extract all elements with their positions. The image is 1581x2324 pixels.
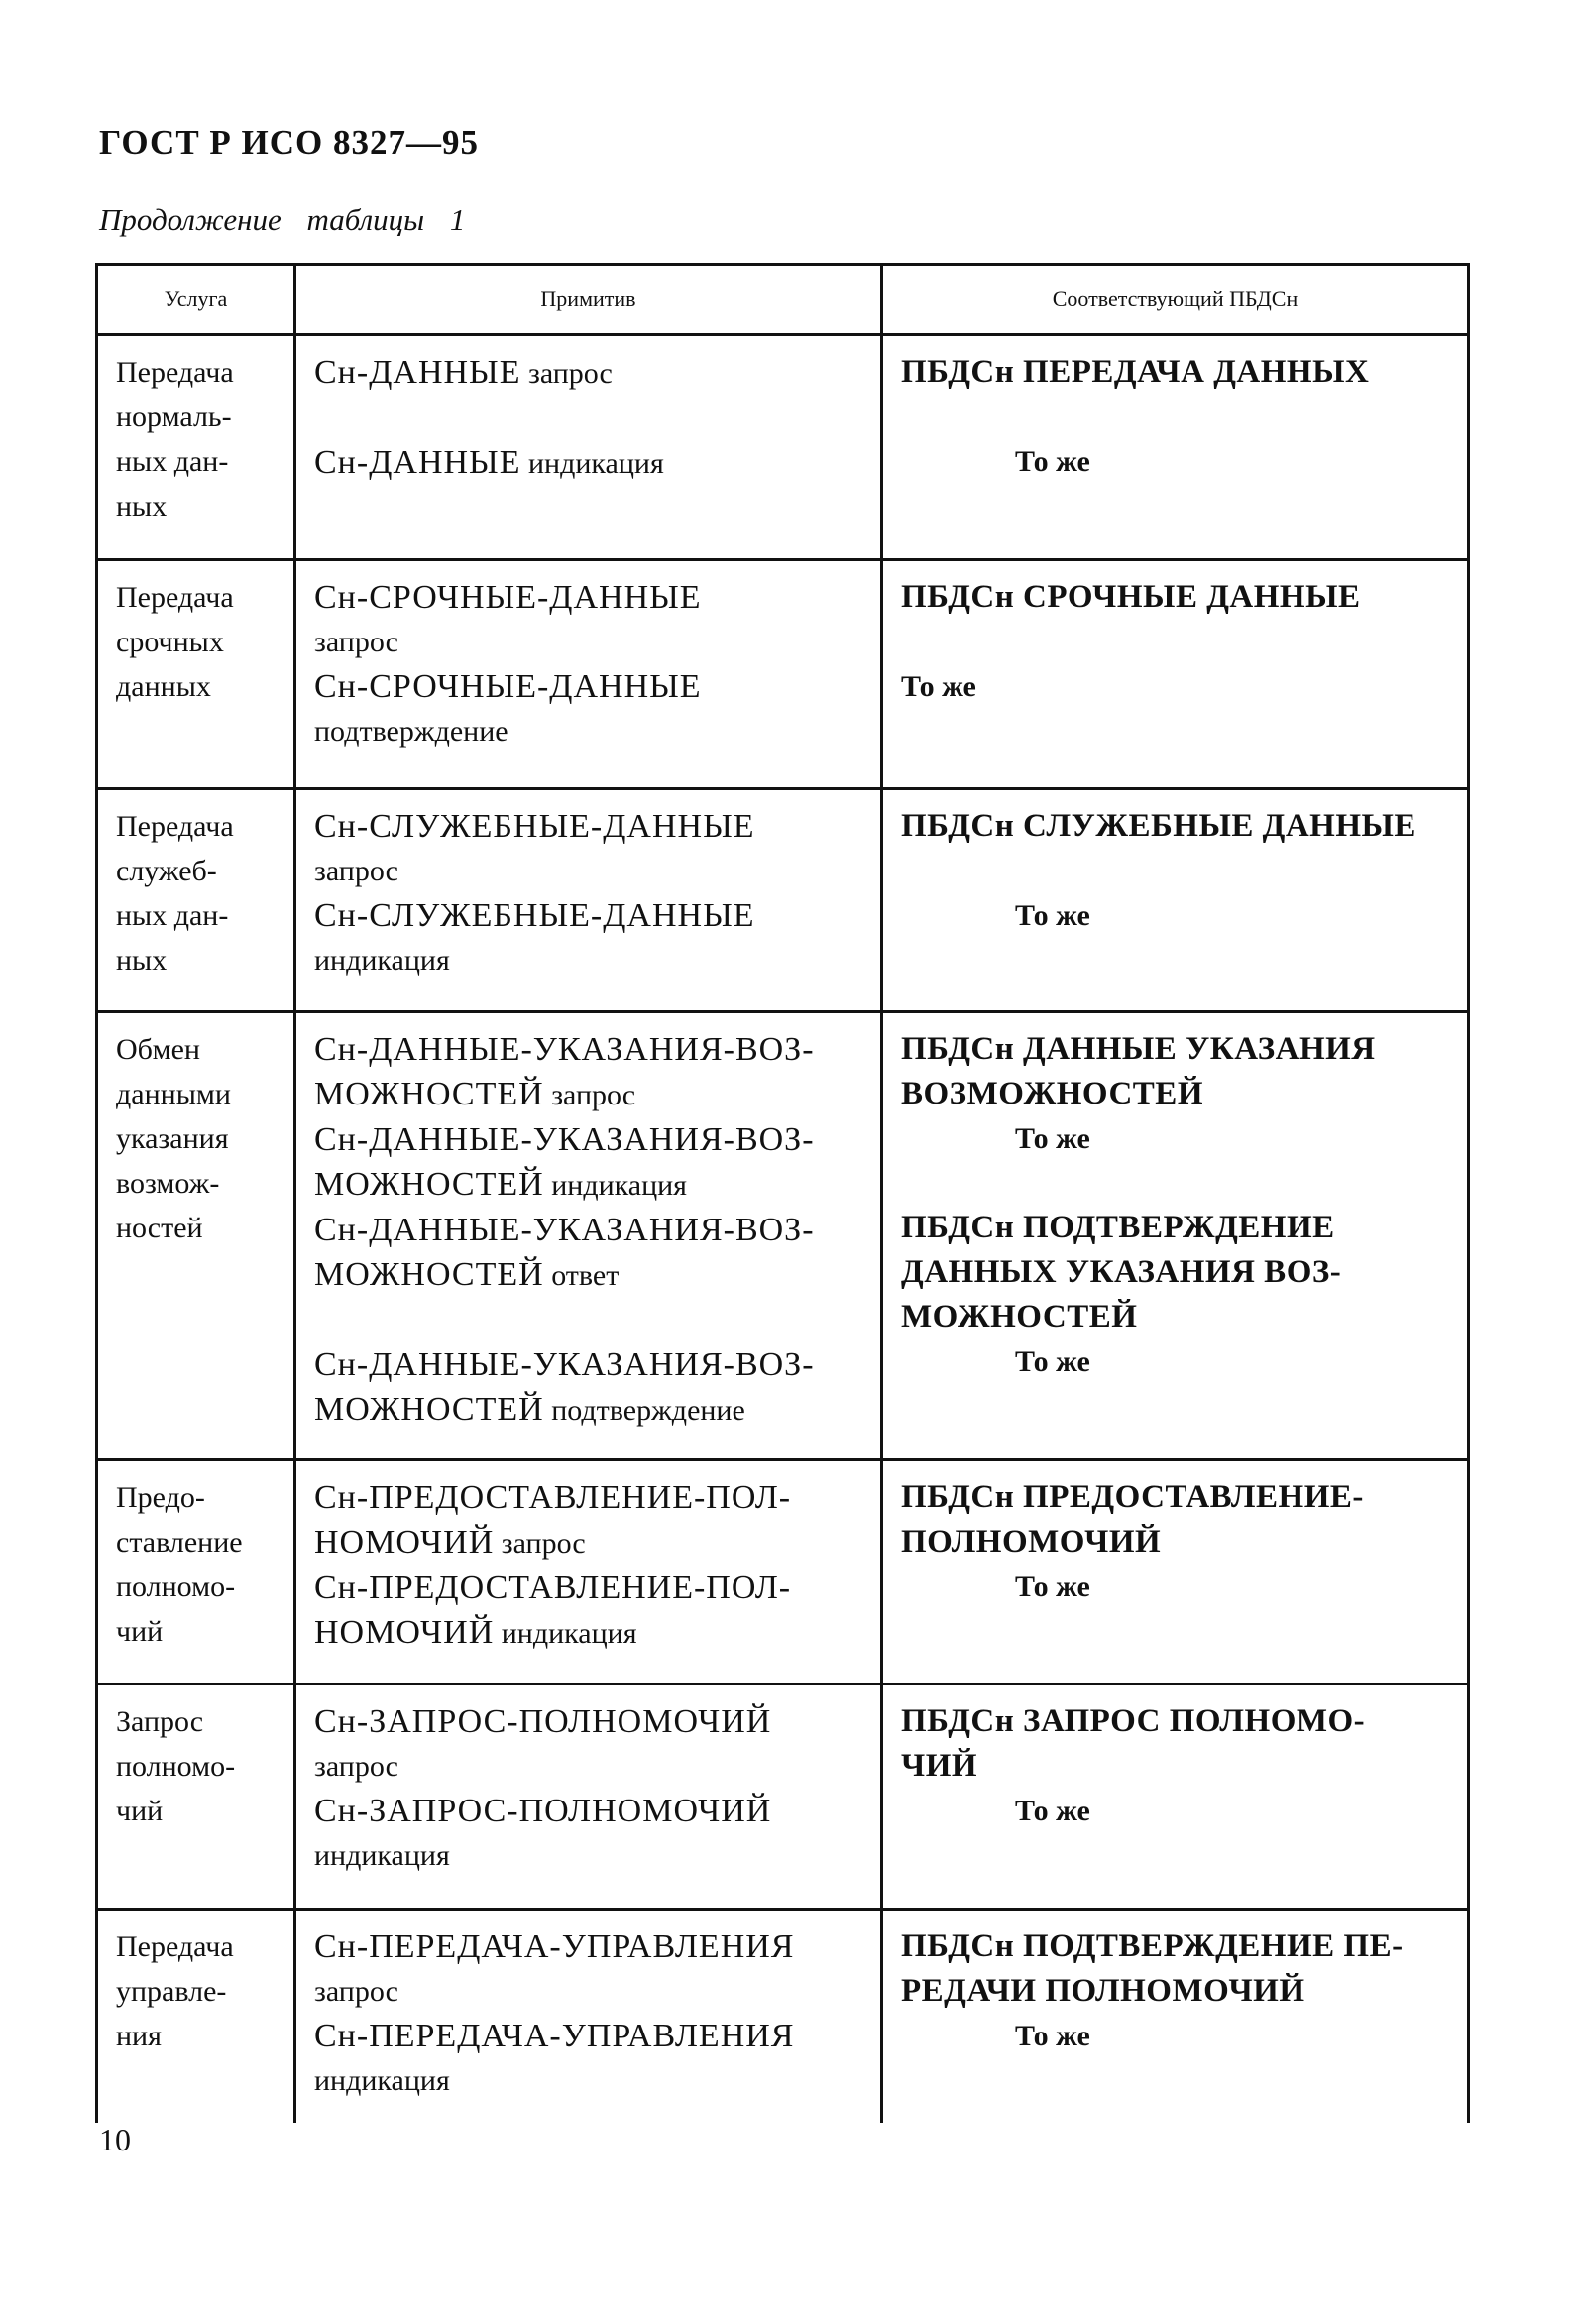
primitive-type: индикация xyxy=(314,1839,450,1872)
primitive-item xyxy=(314,1610,862,1656)
service-line: полномо- xyxy=(116,1750,236,1783)
service-line: данных xyxy=(116,670,211,703)
column-header-primitive: Примитив xyxy=(295,265,882,335)
primitive-name: Сн-ПРЕДОСТАВЛЕНИЕ-ПОЛ- xyxy=(314,1479,792,1516)
primitive-name: Сн-СЛУЖЕБНЫЕ-ДАННЫЕ xyxy=(314,808,755,845)
same-as-above: То же xyxy=(1015,1795,1090,1827)
primitive-cell xyxy=(295,1685,882,1910)
primitives-table xyxy=(95,263,1470,2123)
primitive-name: Сн-ДАННЫЕ-УКАЗАНИЯ-ВОЗ- xyxy=(314,1212,815,1248)
table-header-row xyxy=(97,265,1469,335)
pbd-cell xyxy=(882,335,1469,560)
primitive-type: индикация xyxy=(551,1169,687,1202)
primitive-type: запрос xyxy=(314,855,398,887)
pbd-cell xyxy=(882,560,1469,789)
primitive-cell xyxy=(295,1910,882,2124)
same-as-above: То же xyxy=(901,670,976,703)
primitive-name: Сн-ПРЕДОСТАВЛЕНИЕ-ПОЛ- xyxy=(314,1569,792,1606)
primitive-type: подтверждение xyxy=(551,1394,745,1427)
primitive-type: запрос xyxy=(501,1527,586,1560)
column-header-service: Услуга xyxy=(97,265,295,335)
primitive-name: Сн-ДАННЫЕ-УКАЗАНИЯ-ВОЗ- xyxy=(314,1031,815,1068)
primitive-item xyxy=(314,1387,862,1433)
pbd-text: ПБДСн ПОДТВЕРЖДЕНИЕ ПЕ- xyxy=(901,1928,1404,1964)
primitive-type: запрос xyxy=(314,1750,398,1783)
pbd-text: ПБДСн ПРЕДОСТАВЛЕНИЕ- xyxy=(901,1479,1364,1515)
pbd-cell xyxy=(882,1460,1469,1685)
table-row xyxy=(97,1012,1469,1460)
service-line: ных xyxy=(116,490,168,523)
pbd-cell xyxy=(882,1685,1469,1910)
table-row xyxy=(97,335,1469,560)
pbd-text: ПБДСн ЗАПРОС ПОЛНОМО- xyxy=(901,1703,1366,1739)
table-row xyxy=(97,1910,1469,2124)
service-line: Передача xyxy=(116,810,234,843)
table-row xyxy=(97,1460,1469,1685)
primitive-name-cont: НОМОЧИЙ xyxy=(314,1614,495,1651)
primitive-item xyxy=(314,1252,862,1298)
pbd-text: ПБДСн ДАННЫЕ УКАЗАНИЯ xyxy=(901,1031,1376,1067)
primitive-name: Сн-СРОЧНЫЕ-ДАННЫЕ xyxy=(314,668,702,705)
primitive-name: Сн-ЗАПРОС-ПОЛНОМОЧИЙ xyxy=(314,1793,772,1829)
service-line: нормаль- xyxy=(116,401,232,433)
primitive-item xyxy=(314,1520,862,1566)
service-line: срочных xyxy=(116,626,224,658)
same-as-above: То же xyxy=(1015,1570,1090,1603)
primitive-type: запрос xyxy=(314,1975,398,2008)
primitive-cell xyxy=(295,1460,882,1685)
primitive-type: индикация xyxy=(314,2064,450,2097)
same-as-above: То же xyxy=(1015,899,1090,932)
primitive-name-cont: МОЖНОСТЕЙ xyxy=(314,1076,544,1112)
page-number: 10 xyxy=(99,2122,131,2157)
service-line: Передача xyxy=(116,1930,234,1963)
service-cell xyxy=(97,1460,295,1685)
service-line: полномо- xyxy=(116,1570,236,1603)
primitive-name: Сн-СРОЧНЫЕ-ДАННЫЕ xyxy=(314,579,702,616)
same-as-above: То же xyxy=(1015,1345,1090,1378)
pbd-text: ПБДСн СЛУЖЕБНЫЕ ДАННЫЕ xyxy=(901,808,1416,844)
primitive-item xyxy=(314,440,862,486)
pbd-text-cont: ВОЗМОЖНОСТЕЙ xyxy=(901,1076,1203,1111)
service-line: служеб- xyxy=(116,855,217,887)
service-line: Передача xyxy=(116,581,234,614)
column-header-pbd: Соответствующий ПБДСн xyxy=(882,265,1469,335)
service-cell xyxy=(97,1910,295,2124)
caption-word-continuation: Продолжение xyxy=(99,202,282,237)
service-line: ностей xyxy=(116,1212,203,1244)
primitive-type: индикация xyxy=(314,944,450,977)
service-cell xyxy=(97,1685,295,1910)
service-line: ных дан- xyxy=(116,445,229,478)
service-cell xyxy=(97,789,295,1012)
service-cell xyxy=(97,1012,295,1460)
primitive-name-cont: НОМОЧИЙ xyxy=(314,1524,495,1561)
primitive-type: подтверждение xyxy=(314,715,508,748)
pbd-text-cont: ЧИЙ xyxy=(901,1748,978,1784)
primitive-name-cont: МОЖНОСТЕЙ xyxy=(314,1256,544,1293)
primitive-name: Сн-ДАННЫЕ xyxy=(314,354,521,391)
primitive-name: Сн-ДАННЫЕ-УКАЗАНИЯ-ВОЗ- xyxy=(314,1121,815,1158)
pbd-text: ПБДСн СРОЧНЫЕ ДАННЫЕ xyxy=(901,579,1361,615)
service-cell xyxy=(97,560,295,789)
service-line: Запрос xyxy=(116,1705,204,1738)
service-line: Обмен xyxy=(116,1033,200,1066)
caption-table-number: 1 xyxy=(449,202,466,237)
primitive-type: ответ xyxy=(551,1259,620,1292)
primitive-type: запрос xyxy=(314,626,398,658)
pbd-cell xyxy=(882,1910,1469,2124)
table-row xyxy=(97,789,1469,1012)
pbd-text: ПБДСн ПОДТВЕРЖДЕНИЕ xyxy=(901,1210,1335,1245)
primitive-cell xyxy=(295,1012,882,1460)
service-line: ных дан- xyxy=(116,899,229,932)
service-line: чий xyxy=(116,1795,164,1827)
primitive-name: Сн-ПЕРЕДАЧА-УПРАВЛЕНИЯ xyxy=(314,1928,795,1965)
primitive-type: запрос xyxy=(527,357,613,390)
primitive-name: Сн-ДАННЫЕ xyxy=(314,444,521,481)
service-line: возмож- xyxy=(116,1167,220,1200)
primitive-name-cont: МОЖНОСТЕЙ xyxy=(314,1391,544,1428)
primitive-cell xyxy=(295,560,882,789)
pbd-text-cont: МОЖНОСТЕЙ xyxy=(901,1299,1138,1335)
pbd-text-cont: РЕДАЧИ ПОЛНОМОЧИЙ xyxy=(901,1973,1305,2009)
table-row xyxy=(97,560,1469,789)
pbd-text-cont: ДАННЫХ УКАЗАНИЯ ВОЗ- xyxy=(901,1254,1342,1290)
primitive-type: запрос xyxy=(551,1079,636,1111)
primitive-cell xyxy=(295,335,882,560)
pbd-text-cont: ПОЛНОМОЧИЙ xyxy=(901,1524,1162,1560)
primitive-type: индикация xyxy=(501,1617,637,1650)
primitive-item xyxy=(314,1072,862,1117)
table-caption xyxy=(99,202,483,238)
service-line: чий xyxy=(116,1615,164,1648)
service-cell xyxy=(97,335,295,560)
primitive-type: индикация xyxy=(527,447,664,480)
caption-word-table: таблицы xyxy=(306,202,425,237)
primitive-name: Сн-ДАННЫЕ-УКАЗАНИЯ-ВОЗ- xyxy=(314,1346,815,1383)
pbd-cell xyxy=(882,789,1469,1012)
service-line: Предо- xyxy=(116,1481,205,1514)
service-line: указания xyxy=(116,1122,229,1155)
service-line: ных xyxy=(116,944,168,977)
primitive-cell xyxy=(295,789,882,1012)
same-as-above: То же xyxy=(1015,1122,1090,1155)
primitive-name-cont: МОЖНОСТЕЙ xyxy=(314,1166,544,1203)
service-line: ставление xyxy=(116,1526,243,1559)
service-line: ния xyxy=(116,2020,162,2052)
same-as-above: То же xyxy=(1015,445,1090,478)
pbd-cell xyxy=(882,1012,1469,1460)
table-row xyxy=(97,1685,1469,1910)
primitive-name: Сн-ЗАПРОС-ПОЛНОМОЧИЙ xyxy=(314,1703,772,1740)
primitive-item xyxy=(314,1162,862,1208)
service-line: Передача xyxy=(116,356,234,389)
primitive-name: Сн-СЛУЖЕБНЫЕ-ДАННЫЕ xyxy=(314,897,755,934)
primitive-name: Сн-ПЕРЕДАЧА-УПРАВЛЕНИЯ xyxy=(314,2018,795,2054)
primitive-item xyxy=(314,350,862,396)
service-line: управле- xyxy=(116,1975,227,2008)
same-as-above: То же xyxy=(1015,2020,1090,2052)
service-line: данными xyxy=(116,1078,231,1110)
pbd-text: ПБДСн ПЕРЕДАЧА ДАННЫХ xyxy=(901,354,1370,390)
document-header: ГОСТ Р ИСО 8327—95 xyxy=(99,123,480,162)
